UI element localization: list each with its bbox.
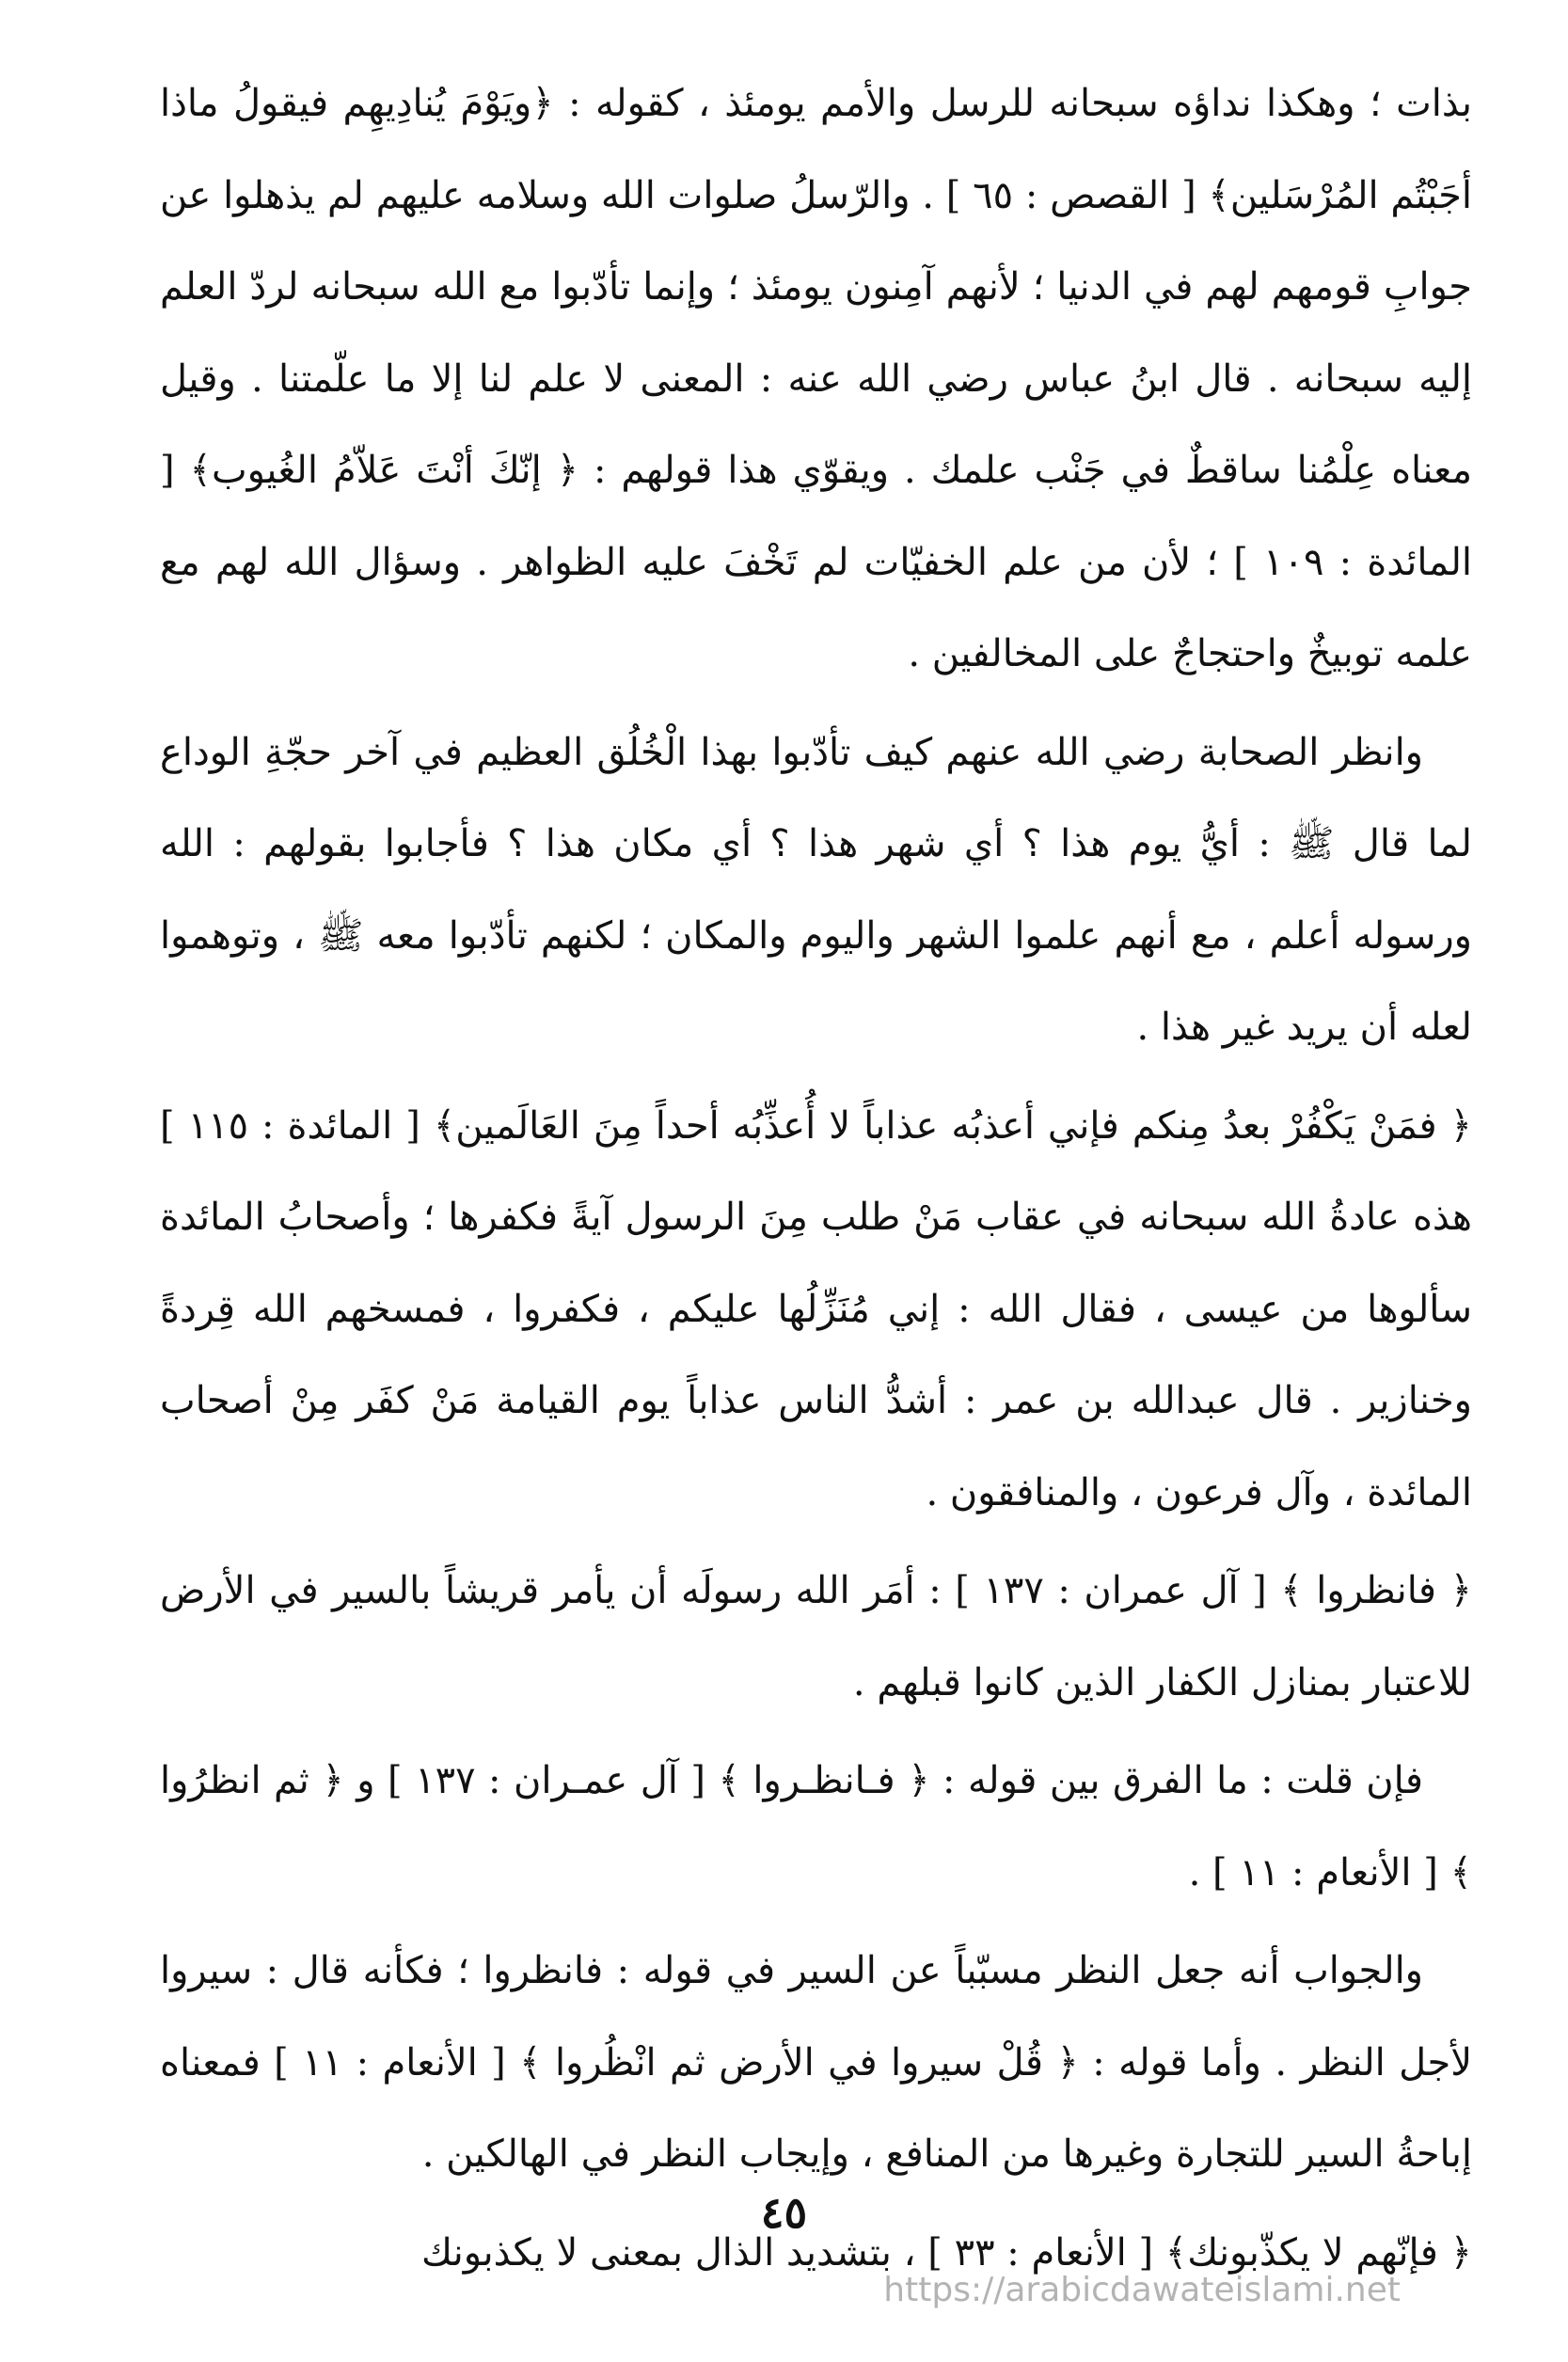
paragraph: بذات ؛ وهكذا نداؤه سبحانه للرسل والأمم يومئذ ، كقوله : ﴿ويَوْمَ يُنادِيهِم فيقولُ ماذا أجَبْتُم المُرْسَلين﴾ [ القصص : ٦٥ ] . والرّسلُ صلوات الله وسلامه عليهم لم يذهلوا عن جوابِ قومهم لهم في الدنيا ؛ لأنهم آمِنون يومئذ ؛ وإنما تأدّبوا مع الله سبحانه لردّ العلم إليه سبحانه . قال ابنُ عباس رضي الله عنه : المعنى لا علم لنا إلا ما علّمتنا . وقيل معناه عِلْمُنا ساقطٌ في جَنْب علمك . ويقوّي هذا قولهم : ﴿ إنّكَ أنْتَ عَلاّمُ الغُيوب﴾ [ المائدة : ١٠٩ ] ؛ لأن من علم الخفيّات لم تَخْفَ عليه الظواهر . وسؤال الله لهم مع علمه توبيخٌ واحتجاجٌ على المخالفين . (160, 82, 1473, 675)
watermark-url: https://arabicdawateislami.net (883, 2271, 1401, 2309)
paragraph: فإن قلت : ما الفرق بين قوله : ﴿ فـانظـروا ﴾ [ آل عمـران : ١٣٧ ] و ﴿ ثم انظرُوا ﴾ [ الأنعام : ١١ ] . (160, 1759, 1472, 1894)
paragraph: والجواب أنه جعل النظر مسبّباً عن السير في قوله : فانظروا ؛ فكأنه قال : سيروا لأجل النظر . وأما قوله : ﴿ قُلْ سيروا في الأرض ثم انْظُروا ﴾ [ الأنعام : ١١ ] فمعناه إباحةُ السير للتجارة وغيرها من المنافع ، وإيجاب النظر في الهالكين . (160, 1949, 1473, 2176)
paragraph: ﴿ فإنّهم لا يكذّبونك﴾ [ الأنعام : ٣٣ ] ، بتشديد الذال بمعنى لا يكذبونك (420, 2230, 1472, 2275)
paragraph: وانظر الصحابة رضي الله عنهم كيف تأدّبوا بهذا الْخُلُق العظيم في آخر حجّةِ الوداع لما قال ﷺ : أيُّ يوم هذا ؟ أي شهر هذا ؟ أي مكان هذا ؟ فأجابوا بقولهم : الله ورسوله أعلم ، مع أنهم علموا الشهر واليوم والمكان ؛ لكنهم تأدّبوا معه ﷺ ، وتوهموا لعله أن يريد غير هذا . (160, 730, 1472, 1049)
paragraph: ﴿ فانظروا ﴾ [ آل عمران : ١٣٧ ] : أمَر الله رسولَه أن يأمر قريشاً بالسير في الأرض للاعتبار بمنازل الكفار الذين كانوا قبلهم . (160, 1569, 1472, 1704)
page-body (160, 58, 1472, 2299)
page-number: ٤٥ (760, 2187, 808, 2238)
paragraph: ﴿ فمَنْ يَكْفُرْ بعدُ مِنكم فإني أعذبُه عذاباً لا أُعذِّبُه أحداً مِنَ العَالَمين﴾ [ المائدة : ١١٥ ] هذه عادةُ الله سبحانه في عقاب مَنْ طلب مِنَ الرسول آيةً فكفرها ؛ وأصحابُ المائدة سألوها من عيسى ، فقال الله : إني مُنَزِّلُها عليكم ، فكفروا ، فمسخهم الله قِردةً وخنازير . قال عبدالله بن عمر : أشدُّ الناس عذاباً يوم القيامة مَنْ كفَر مِنْ أصحاب المائدة ، وآل فرعون ، والمنافقون . (160, 1103, 1472, 1514)
